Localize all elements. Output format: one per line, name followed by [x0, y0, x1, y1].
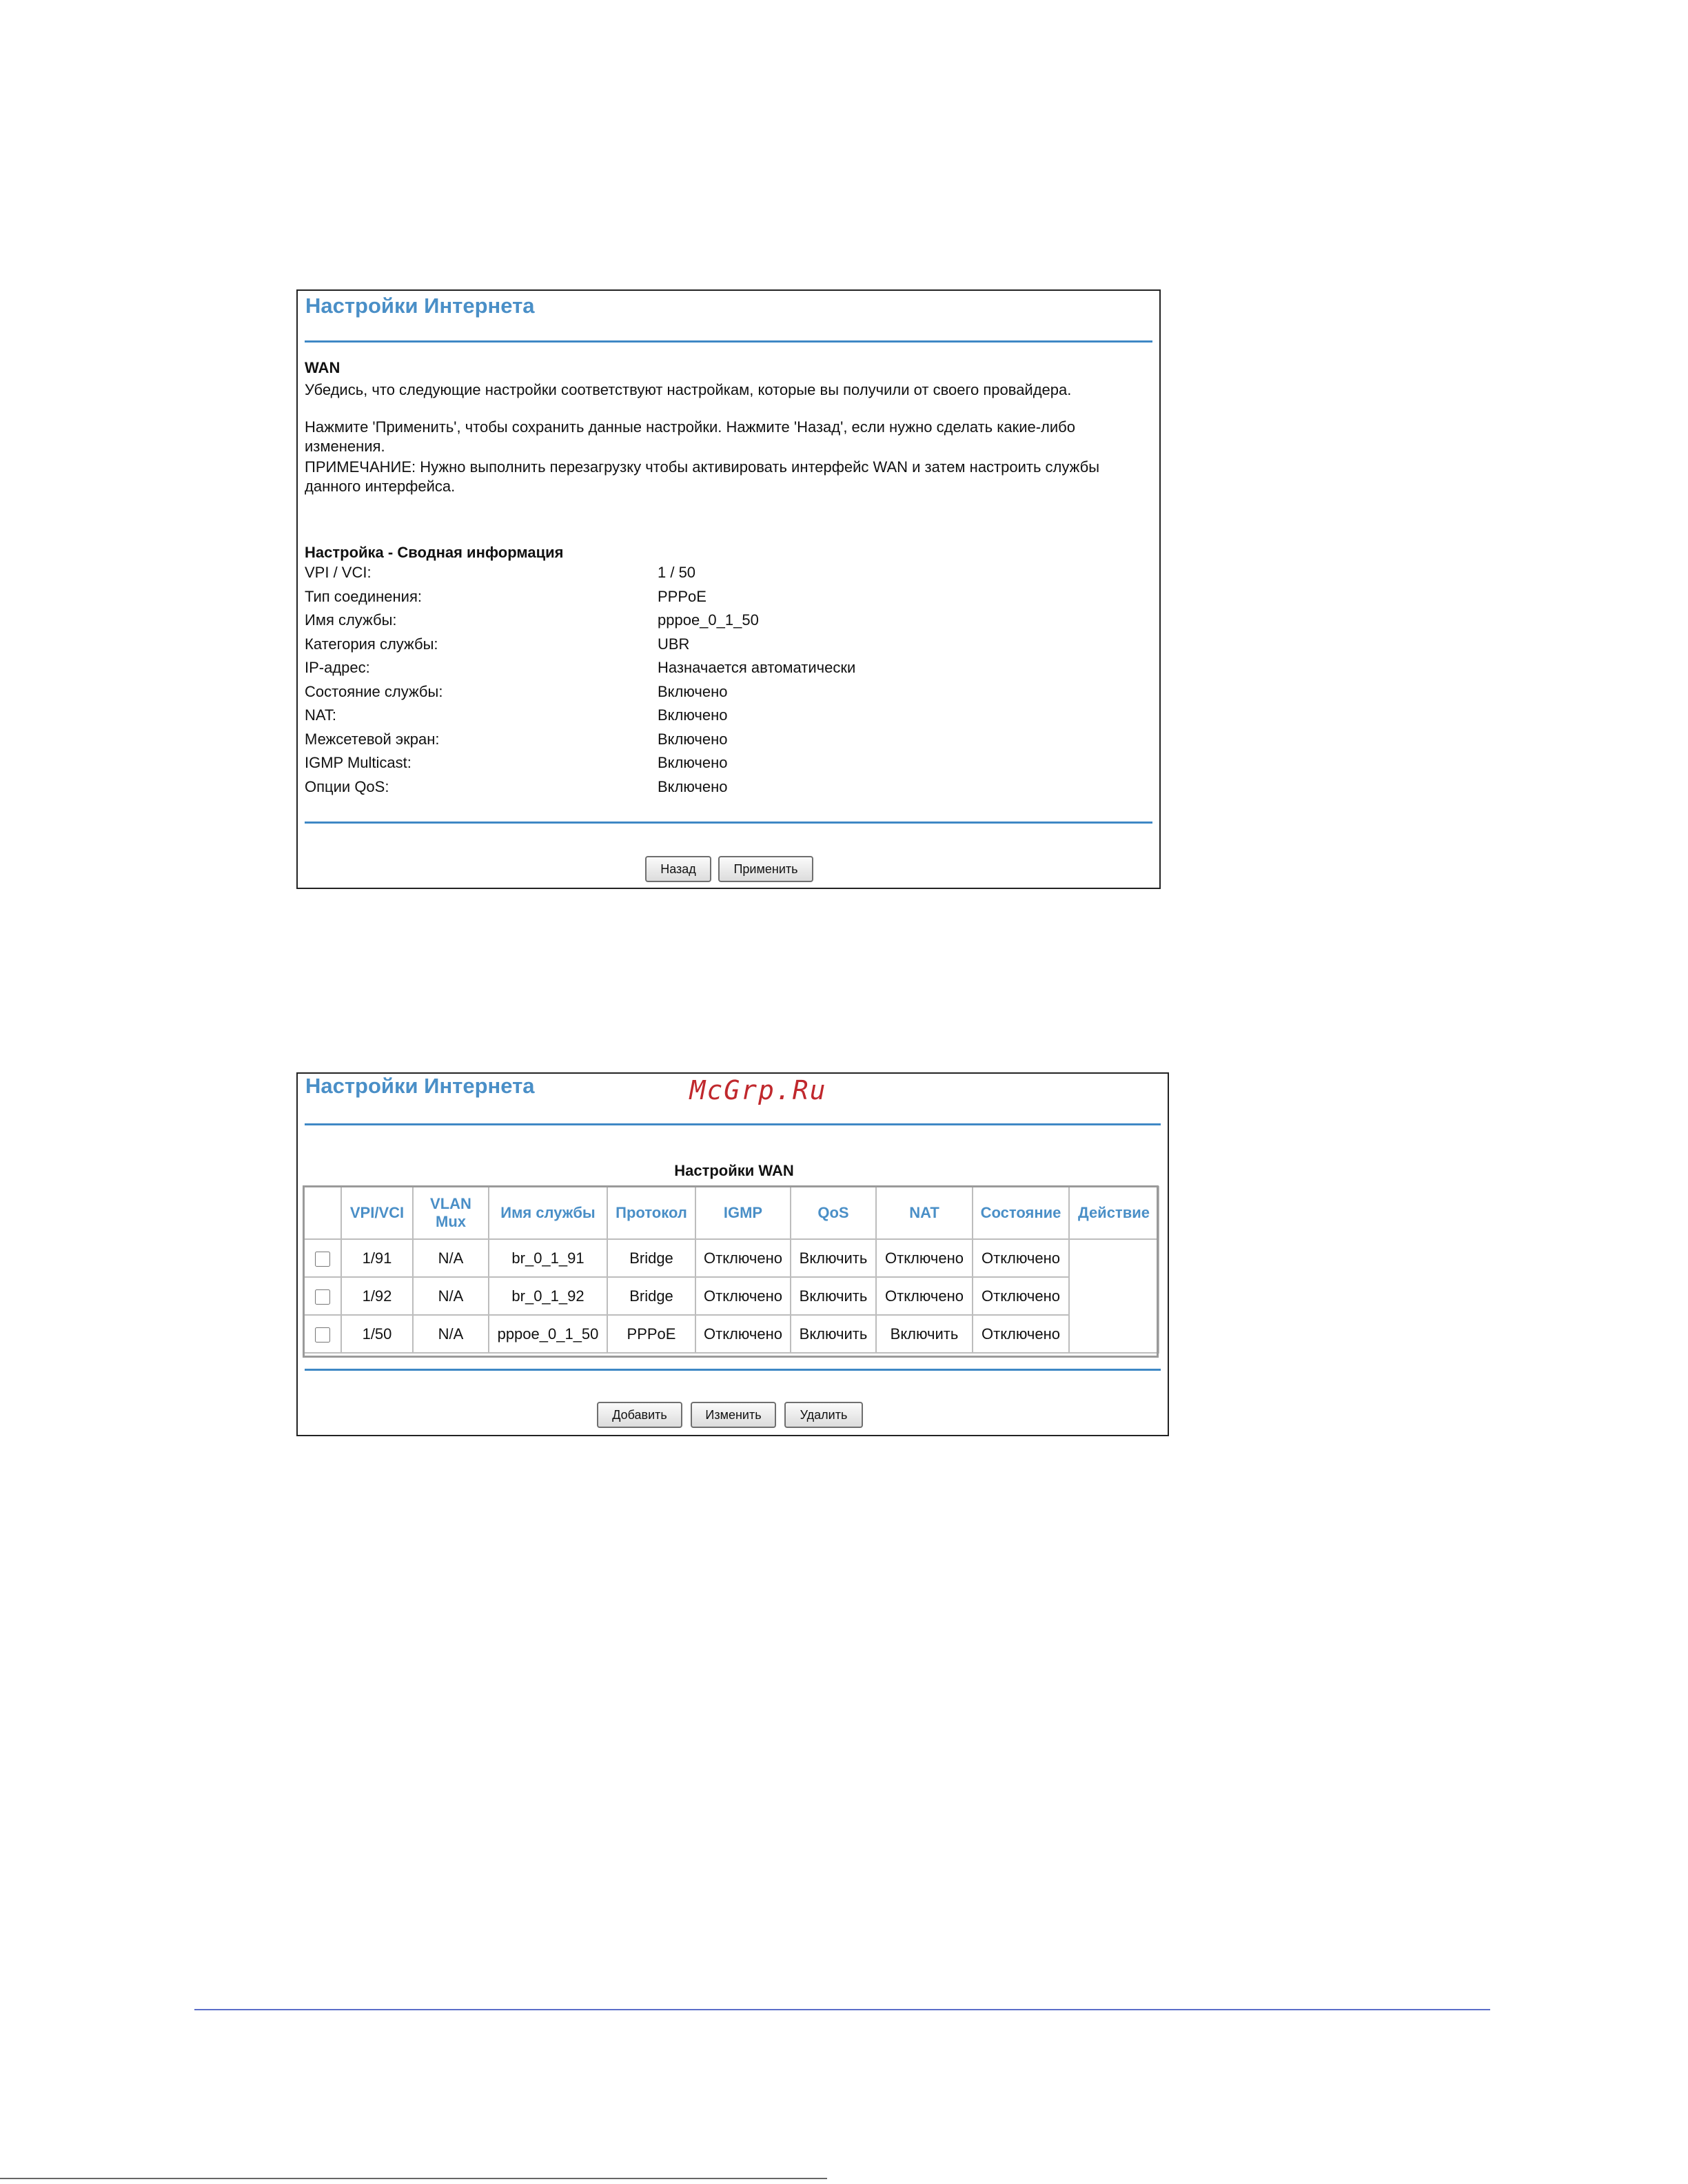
row-select-cell: [304, 1315, 341, 1353]
section-label: WAN: [305, 359, 340, 376]
column-header-service-name: Имя службы: [489, 1187, 607, 1239]
action-cell: [1069, 1239, 1159, 1353]
summary-label: Имя службы:: [305, 611, 397, 629]
summary-label: Состояние службы:: [305, 683, 443, 700]
delete-button[interactable]: Удалить: [784, 1402, 863, 1428]
row-select-cell: [304, 1277, 341, 1315]
summary-value: 1 / 50: [658, 564, 696, 581]
add-button[interactable]: Добавить: [597, 1402, 682, 1428]
column-header-nat: NAT: [876, 1187, 973, 1239]
bottom-divider: [305, 1369, 1161, 1371]
table-row: [304, 1315, 1159, 1353]
summary-value: Включено: [658, 754, 728, 771]
edit-button[interactable]: Изменить: [691, 1402, 776, 1428]
vpi-vci-cell: 1/50: [341, 1315, 413, 1353]
service-name-cell: br_0_1_92: [489, 1277, 607, 1315]
state-cell: Отключено: [973, 1277, 1069, 1315]
nat-cell: Отключено: [876, 1277, 973, 1315]
qos-cell: Включить: [791, 1239, 876, 1277]
qos-cell: Включить: [791, 1277, 876, 1315]
protocol-cell: Bridge: [607, 1239, 695, 1277]
summary-value: UBR: [658, 635, 690, 653]
vpi-vci-cell: 1/92: [341, 1277, 413, 1315]
page-title: Настройки Интернета: [305, 294, 535, 318]
vlan-mux-cell: N/A: [413, 1239, 489, 1277]
summary-value: Назначается автоматически: [658, 659, 856, 676]
service-name-cell: br_0_1_91: [489, 1239, 607, 1277]
summary-row: [305, 728, 1132, 751]
intro-text: Убедись, что следующие настройки соответствуют настройкам, которые вы получили от своего провайдера.: [305, 381, 1072, 398]
column-header-state: Состояние: [973, 1187, 1069, 1239]
nat-cell: Включить: [876, 1315, 973, 1353]
bottom-divider: [305, 821, 1152, 824]
table-row: [304, 1277, 1159, 1315]
summary-row: [305, 775, 1132, 799]
row-select-checkbox[interactable]: [315, 1252, 330, 1267]
summary-label: Межсетевой экран:: [305, 731, 440, 748]
column-header-igmp: IGMP: [695, 1187, 791, 1239]
vpi-vci-cell: 1/91: [341, 1239, 413, 1277]
summary-label: Категория службы:: [305, 635, 438, 653]
qos-cell: Включить: [791, 1315, 876, 1353]
row-select-cell: [304, 1239, 341, 1277]
summary-label: IGMP Multicast:: [305, 754, 411, 771]
table-header-row: [304, 1187, 1159, 1239]
state-cell: Отключено: [973, 1315, 1069, 1353]
summary-value: Включено: [658, 731, 728, 748]
summary-row: [305, 656, 1132, 680]
protocol-cell: PPPoE: [607, 1315, 695, 1353]
protocol-cell: Bridge: [607, 1277, 695, 1315]
apply-hint-text: Нажмите 'Применить', чтобы сохранить данные настройки. Нажмите 'Назад', если нужно сделать какие-либо изменения.: [305, 418, 1076, 455]
watermark: McGrp.Ru: [689, 1075, 827, 1105]
summary-value: PPPoE: [658, 588, 706, 605]
column-header-vpi-vci: VPI/VCI: [341, 1187, 413, 1239]
nat-cell: Отключено: [876, 1239, 973, 1277]
summary-row: [305, 585, 1132, 609]
row-select-checkbox[interactable]: [315, 1327, 330, 1343]
column-header-qos: QoS: [791, 1187, 876, 1239]
summary-value: Включено: [658, 706, 728, 724]
summary-label: IP-адрес:: [305, 659, 370, 676]
service-name-cell: pppoe_0_1_50: [489, 1315, 607, 1353]
column-header-vlan-mux: VLAN Mux: [413, 1187, 489, 1239]
apply-button[interactable]: Применить: [718, 856, 813, 882]
summary-row: [305, 704, 1132, 727]
summary-row: [305, 561, 1132, 584]
summary-row: [305, 633, 1132, 656]
back-button[interactable]: Назад: [645, 856, 711, 882]
igmp-cell: Отключено: [695, 1315, 791, 1353]
summary-row: [305, 680, 1132, 704]
summary-label: NAT:: [305, 706, 337, 724]
summary-row: [305, 751, 1132, 775]
summary-value: Включено: [658, 778, 728, 795]
vlan-mux-cell: N/A: [413, 1315, 489, 1353]
column-header-select: [304, 1187, 341, 1239]
summary-value: pppoe_0_1_50: [658, 611, 759, 629]
page-title: Настройки Интернета: [305, 1074, 535, 1098]
row-select-checkbox[interactable]: [315, 1289, 330, 1305]
wan-settings-panel: [296, 1072, 1169, 1436]
state-cell: Отключено: [973, 1239, 1069, 1277]
column-header-protocol: Протокол: [607, 1187, 695, 1239]
wan-connections-table: [303, 1186, 1159, 1354]
summary-label: Тип соединения:: [305, 588, 422, 605]
summary-heading: Настройка - Сводная информация: [305, 544, 564, 561]
summary-label: Опции QoS:: [305, 778, 389, 795]
footer-divider: [194, 2009, 1490, 2010]
title-divider: [305, 1123, 1161, 1125]
summary-row: [305, 609, 1132, 632]
wan-summary-panel: [296, 289, 1161, 889]
page-bottom-edge: [0, 2178, 827, 2179]
column-header-action: Действие: [1069, 1187, 1159, 1239]
note-text: ПРИМЕЧАНИЕ: Нужно выполнить перезагрузку чтобы активировать интерфейс WAN и затем настроить службы данного интерфейса.: [305, 458, 1100, 495]
table-title: Настройки WAN: [674, 1162, 794, 1179]
vlan-mux-cell: N/A: [413, 1277, 489, 1315]
title-divider: [305, 340, 1152, 343]
summary-label: VPI / VCI:: [305, 564, 372, 581]
table-row: [304, 1239, 1159, 1277]
igmp-cell: Отключено: [695, 1239, 791, 1277]
igmp-cell: Отключено: [695, 1277, 791, 1315]
summary-value: Включено: [658, 683, 728, 700]
